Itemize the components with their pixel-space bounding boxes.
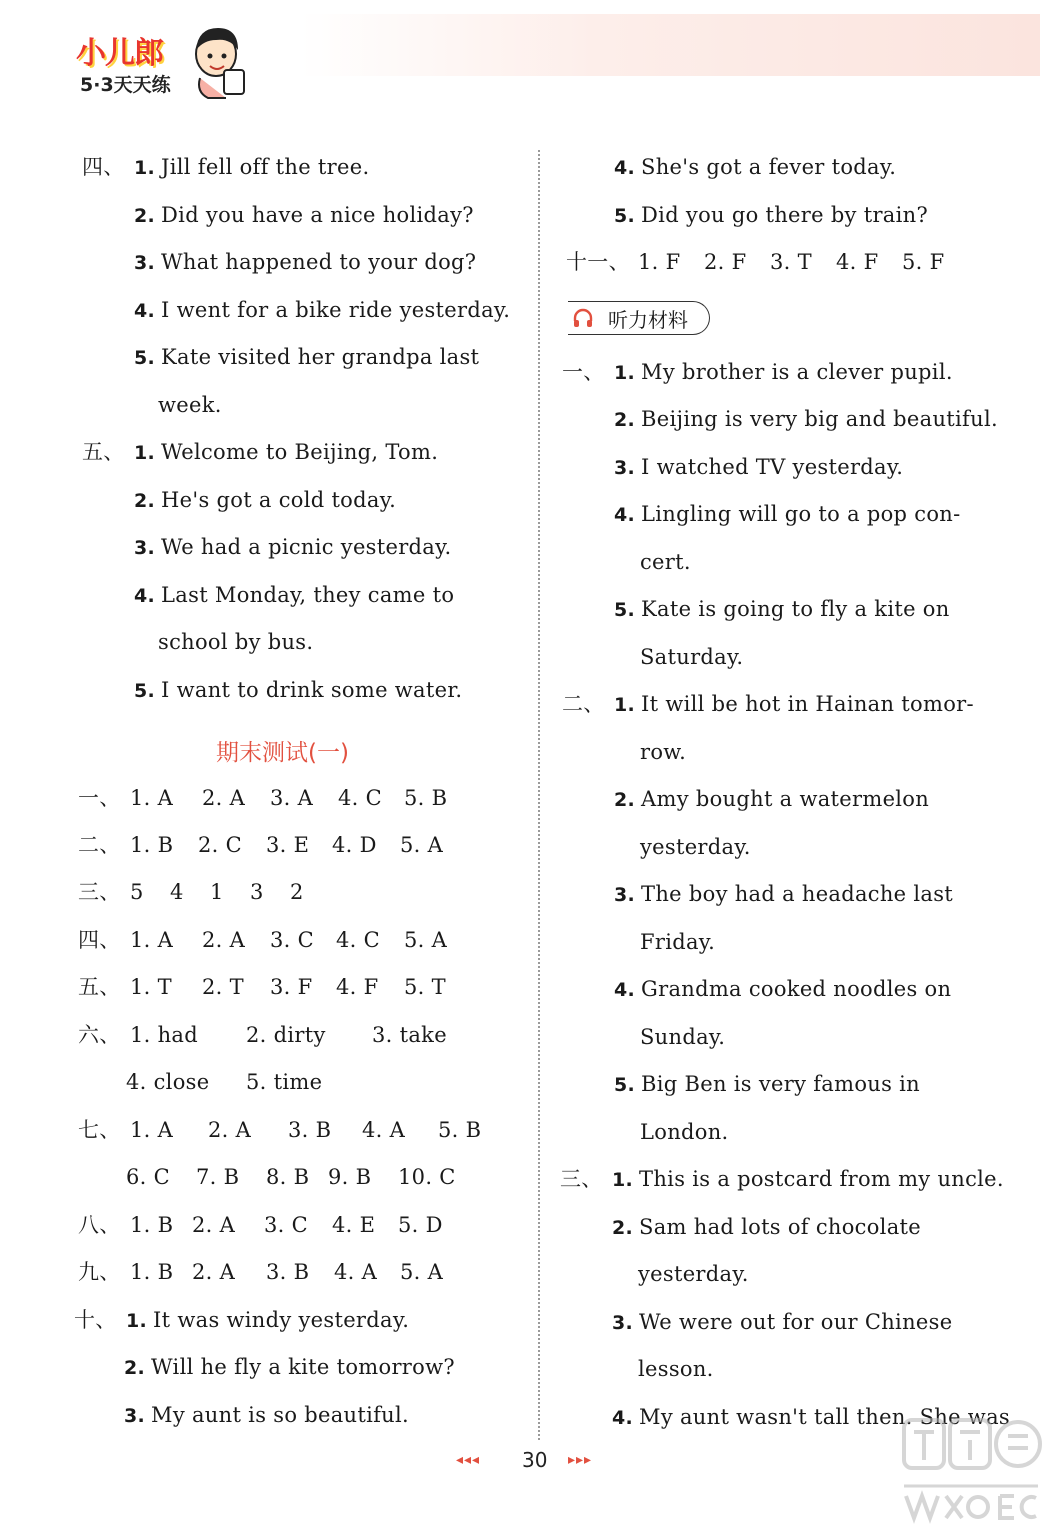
- answer-line: 3. What happened to your dog?: [134, 250, 477, 274]
- answer-row: 二、 1. B 2. C 3. E 4. D 5. A: [130, 830, 443, 860]
- section-label: 六、: [78, 1023, 121, 1047]
- page-prev-arrows: ◂◂◂: [456, 1452, 481, 1468]
- section-label: 九、: [78, 1260, 121, 1284]
- answer-line: 5. Big Ben is very famous in: [614, 1072, 920, 1096]
- headphones-icon: [572, 307, 594, 329]
- answer-line: 2. Will he fly a kite tomorrow?: [124, 1355, 455, 1379]
- answer-line: 2. Beijing is very big and beautiful.: [614, 407, 998, 431]
- answer-row: 九、 1. B 2. A 3. B 4. A 5. A: [130, 1257, 443, 1287]
- section-label: 二、: [78, 833, 121, 857]
- answer-line: 5. Kate is going to fly a kite on: [614, 597, 950, 621]
- answer-row: 四、 1. A 2. A 3. C 4. C 5. A: [130, 925, 447, 955]
- answer-line: 三、 1. This is a postcard from my uncle.: [612, 1164, 1004, 1195]
- listening-title: 听力材料: [608, 308, 688, 332]
- answer-row: 八、 1. B 2. A 3. C 4. E 5. D: [130, 1210, 443, 1240]
- answer-line: 5. I want to drink some water.: [134, 678, 463, 702]
- answer-line-continued: row.: [640, 740, 687, 764]
- answer-line-continued: yesterday.: [640, 835, 751, 859]
- answer-row: 五、 1. T 2. T 3. F 4. F 5. T: [130, 972, 446, 1002]
- section-label: 十、: [74, 1308, 117, 1332]
- answer-line-continued: school by bus.: [158, 630, 314, 654]
- section-label: 四、: [78, 928, 121, 952]
- section-label: 三、: [560, 1167, 603, 1191]
- section-label: 二、: [562, 692, 605, 716]
- answer-line-continued: Saturday.: [640, 645, 744, 669]
- answer-line: 3. My aunt is so beautiful.: [124, 1403, 409, 1427]
- answer-line: 2. He's got a cold today.: [134, 488, 397, 512]
- answer-line: 2. Did you have a nice holiday?: [134, 203, 474, 227]
- logo-title: 小儿郎: [76, 36, 163, 71]
- answer-line: 4. She's got a fever today.: [614, 155, 897, 179]
- answer-row: 六、 1. had 2. dirty 3. take: [130, 1020, 447, 1050]
- section-label: 三、: [78, 880, 121, 904]
- section-label: 八、: [78, 1213, 121, 1237]
- answer-line: 四、 1. Jill fell off the tree.: [134, 152, 369, 183]
- answer-line-continued: Friday.: [640, 930, 716, 954]
- answer-line: 3. I watched TV yesterday.: [614, 455, 904, 479]
- answer-line: 3. The boy had a headache last: [614, 882, 954, 906]
- page-next-arrows: ▸▸▸: [568, 1452, 593, 1468]
- answer-line: 4. Last Monday, they came to: [134, 583, 455, 607]
- section-label: 五、: [82, 440, 125, 464]
- section-label: 十一、: [566, 250, 630, 274]
- answer-line: 5. Did you go there by train?: [614, 203, 928, 227]
- answer-line: 4. Grandma cooked noodles on: [614, 977, 952, 1001]
- answer-line: 4. My aunt wasn't tall then. She was: [612, 1405, 1010, 1429]
- answer-row: 一、 1. A 2. A 3. A 4. C 5. B: [130, 783, 447, 813]
- logo-subtitle: 5·3天天练: [80, 74, 171, 96]
- answer-line: 2. Sam had lots of chocolate: [612, 1215, 921, 1239]
- exam-title: 期末测试(一): [216, 740, 349, 766]
- answer-row: 4. close 5. time: [126, 1070, 323, 1094]
- answer-line: 3. We were out for our Chinese: [612, 1310, 953, 1334]
- section-label: 七、: [78, 1118, 121, 1142]
- mascot-icon: [186, 20, 250, 100]
- answer-line-continued: lesson.: [638, 1357, 714, 1381]
- answer-line: 二、 1. It will be hot in Hainan tomor-: [614, 689, 974, 720]
- column-divider: [538, 150, 540, 1440]
- section-label: 四、: [82, 155, 125, 179]
- answer-line: 五、 1. Welcome to Beijing, Tom.: [134, 437, 438, 468]
- answer-line-continued: yesterday.: [638, 1262, 749, 1286]
- answer-row: 十一、 1. F 2. F 3. T 4. F 5. F: [638, 247, 944, 277]
- watermark-logo: [896, 1414, 1046, 1524]
- answer-line: 一、 1. My brother is a clever pupil.: [614, 357, 953, 388]
- answer-line: 5. Kate visited her grandpa last: [134, 345, 480, 369]
- section-label: 一、: [78, 786, 121, 810]
- answer-row: 三、 5 4 1 3 2: [130, 877, 304, 907]
- answer-line: 4. I went for a bike ride yesterday.: [134, 298, 511, 322]
- answer-row: 6. C 7. B 8. B 9. B 10. C: [126, 1165, 456, 1189]
- page-number: 30: [522, 1448, 548, 1472]
- answer-line-continued: week.: [158, 393, 222, 417]
- answer-line: 3. We had a picnic yesterday.: [134, 535, 452, 559]
- answer-row: 七、 1. A 2. A 3. B 4. A 5. B: [130, 1115, 481, 1145]
- section-label: 一、: [562, 360, 605, 384]
- section-label: 五、: [78, 975, 121, 999]
- answer-line-continued: cert.: [640, 550, 691, 574]
- answer-line-continued: London.: [640, 1120, 729, 1144]
- answer-line: 2. Amy bought a watermelon: [614, 787, 930, 811]
- header-band: [300, 14, 1040, 76]
- answer-line: 4. Lingling will go to a pop con-: [614, 502, 961, 526]
- answer-line-continued: Sunday.: [640, 1025, 726, 1049]
- answer-line: 十、 1. It was windy yesterday.: [126, 1305, 409, 1336]
